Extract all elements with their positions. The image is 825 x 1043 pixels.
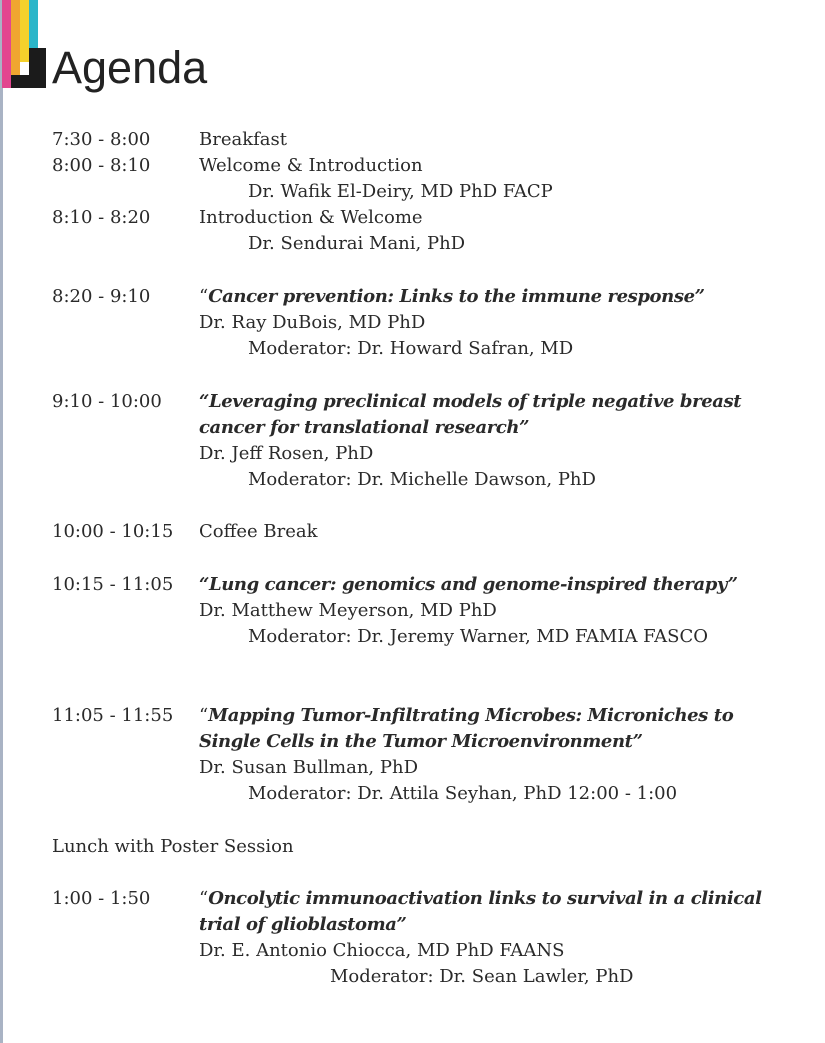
open-quote: “ (199, 888, 209, 909)
agenda-time: 8:10 - 8:20 (52, 207, 151, 228)
agenda-speaker: Dr. Ray DuBois, MD PhD (199, 312, 426, 333)
logo-step-black-2 (29, 48, 46, 88)
agenda-speaker: Dr. Matthew Meyerson, MD PhD (199, 600, 497, 621)
agenda-talk-title: trial of glioblastoma” (199, 914, 407, 935)
page-title: Agenda (52, 42, 208, 93)
agenda-talk-title: “Lung cancer: genomics and genome-inspired therapy” (199, 574, 738, 595)
agenda-title: Breakfast (199, 129, 287, 150)
logo-stripe-orange (11, 0, 20, 75)
agenda-time: 11:05 - 11:55 (52, 705, 174, 726)
agenda-talk-title: “Leveraging preclinical models of triple negative breast (199, 391, 742, 412)
talk-title-text: Cancer prevention: Links to the immune response” (208, 286, 705, 307)
agenda-time: 10:15 - 11:05 (52, 574, 174, 595)
talk-title-text: Oncolytic immunoactivation links to survival in a clinical (208, 888, 762, 909)
agenda-moderator: Moderator: Dr. Jeremy Warner, MD FAMIA FASCO (248, 626, 708, 647)
agenda-time: 8:00 - 8:10 (52, 155, 151, 176)
agenda-speaker: Dr. E. Antonio Chiocca, MD PhD FAANS (199, 940, 565, 961)
agenda-speaker: Dr. Jeff Rosen, PhD (199, 443, 374, 464)
agenda-talk-title (199, 886, 762, 912)
agenda-speaker: Dr. Susan Bullman, PhD (199, 757, 419, 778)
agenda-moderator: Moderator: Dr. Howard Safran, MD (248, 338, 574, 359)
agenda-title: Lunch with Poster Session (52, 836, 294, 857)
agenda-time: 9:10 - 10:00 (52, 391, 162, 412)
agenda-talk-title: cancer for translational research” (199, 417, 530, 438)
agenda-time: 8:20 - 9:10 (52, 286, 151, 307)
agenda-moderator: Moderator: Dr. Attila Seyhan, PhD 12:00 - 1:00 (248, 783, 678, 804)
agenda-moderator: Moderator: Dr. Sean Lawler, PhD (330, 966, 634, 987)
agenda-speaker: Dr. Wafik El-Deiry, MD PhD FACP (248, 181, 553, 202)
logo-stripe-pink (2, 0, 11, 88)
agenda-time: 1:00 - 1:50 (52, 888, 151, 909)
open-quote: “ (199, 286, 209, 307)
agenda-time: 7:30 - 8:00 (52, 129, 151, 150)
agenda-title: Introduction & Welcome (199, 207, 423, 228)
talk-title-text: Mapping Tumor-Infiltrating Microbes: Microniches to (208, 705, 734, 726)
logo-stripe-yellow (20, 0, 29, 62)
agenda-moderator: Moderator: Dr. Michelle Dawson, PhD (248, 469, 596, 490)
agenda-title: Coffee Break (199, 521, 318, 542)
agenda-talk-title: Single Cells in the Tumor Microenvironment” (199, 731, 643, 752)
agenda-talk-title (199, 284, 705, 310)
agenda-time: 10:00 - 10:15 (52, 521, 174, 542)
open-quote: “ (199, 705, 209, 726)
agenda-title: Welcome & Introduction (199, 155, 423, 176)
agenda-speaker: Dr. Sendurai Mani, PhD (248, 233, 466, 254)
logo-stripe-teal (29, 0, 38, 48)
stepped-color-bars-logo (2, 0, 46, 88)
left-border (0, 0, 3, 1043)
agenda-talk-title (199, 703, 733, 729)
